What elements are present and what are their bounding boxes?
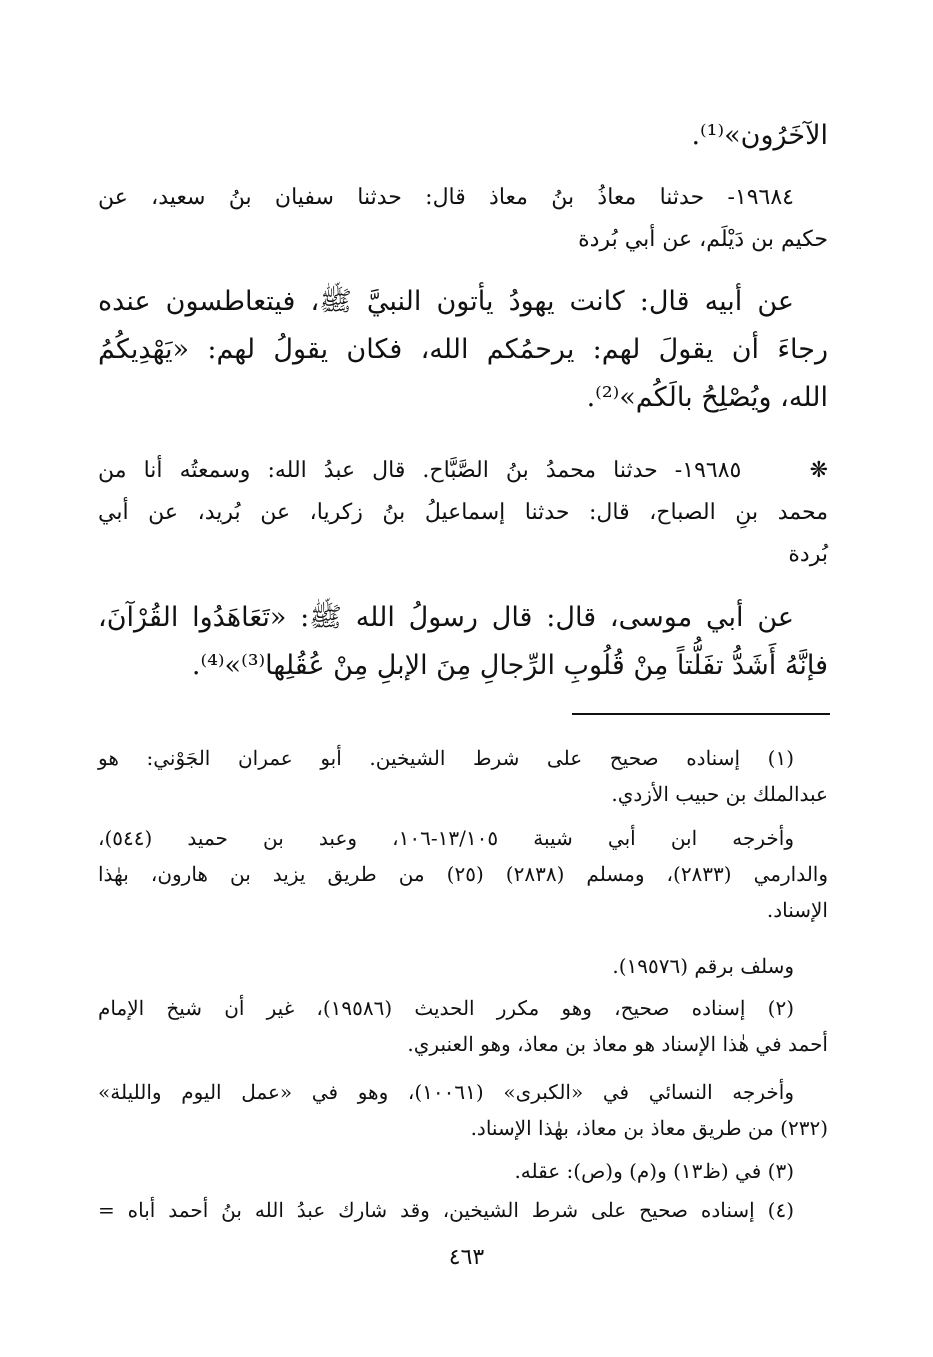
text-line: بُردة [788, 542, 828, 567]
text-line: وسلف برقم (١٩٥٧٦). [612, 954, 794, 978]
text-line: (٤) إسناده صحيح على شرط الشيخين، وقد شارك عبدُ الله بنُ أحمد أباه = [98, 1198, 794, 1222]
hadith-19684-matn [98, 278, 828, 422]
footnote-3 [98, 1153, 828, 1189]
text-line: عن أبي موسى، قال: قال رسولُ الله ﷺ: «تَعَاهَدُوا القُرْآنَ، [98, 602, 794, 633]
text-line: والدارمي (٢٨٣٣)، ومسلم (٢٨٣٨) (٢٥) من طريق يزيد بن هارون، بهٰذا [98, 862, 829, 886]
text-line: عن أبيه قال: كانت يهودُ يأتون النبيَّ ﷺ، فيتعاطسون عنده [98, 286, 794, 317]
text-line: رجاءَ أن يقولَ لهم: يرحمُكم الله، فكان يقولُ لهم: «يَهْدِيكُمُ [98, 334, 828, 365]
footnote-2 [98, 990, 828, 1062]
hadith-19685-isnad [98, 450, 828, 576]
text-line: الله، ويُصْلِحُ بالَكُم»⁽²⁾. [586, 382, 828, 413]
text-line: (٣) في (ظ١٣) و(م) و(ص): عقله. [514, 1159, 794, 1183]
footnote-separator [572, 713, 830, 715]
text-line: وأخرجه ابن أبي شيبة ١٣/١٠٥-١٠٦، وعبد بن حميد (٥٤٤)، [98, 826, 794, 850]
star-marker: ❋ [809, 458, 828, 483]
footnote-2-sources [98, 1074, 828, 1146]
page-number: ٤٦٣ [448, 1245, 485, 1270]
text-line: حكيم بن دَيْلَم، عن أبي بُردة [578, 227, 828, 252]
footnote-1-sources [98, 820, 828, 928]
text-line: وأخرجه النسائي في «الكبرى» (١٠٠٦١)، وهو في «عمل اليوم والليلة» [98, 1080, 794, 1104]
hadith-19684-isnad [98, 177, 828, 261]
footnote-1-cross-ref [98, 948, 828, 984]
text-line: (٢) إسناده صحيح، وهو مكرر الحديث (١٩٥٨٦)، غير أن شيخ الإمام [98, 996, 794, 1020]
text-line: الآخَرُون»⁽¹⁾. [691, 120, 828, 151]
hadith-19685-matn [98, 594, 828, 690]
text-line: عبدالملك بن حبيب الأزدي. [611, 782, 828, 806]
text-line: الإسناد. [766, 898, 828, 922]
text-line [98, 450, 828, 492]
footnote-1 [98, 740, 828, 812]
text-line: محمد بنِ الصباح، قال: حدثنا إسماعيلُ بنُ زكريا، عن بُريد، عن أبي [98, 500, 829, 525]
text-line: (٢٣٢) من طريق معاذ بن معاذ، بهٰذا الإسناد. [470, 1116, 828, 1140]
text-line: فإنَّهُ أَشَدُّ تفَلُّتاً مِنْ قُلُوبِ الرِّجالِ مِنَ الإبلِ مِنْ عُقُلِها⁽³⁾»⁽⁴⁾. [191, 650, 828, 681]
text-line: أحمد في هٰذا الإسناد هو معاذ بن معاذ، وهو العنبري. [407, 1032, 828, 1056]
text-line: ١٩٦٨٤- حدثنا معاذُ بنُ معاذ قال: حدثنا سفيان بنُ سعيد، عن [98, 185, 794, 210]
footnote-4 [98, 1192, 828, 1228]
text-line: (١) إسناده صحيح على شرط الشيخين. أبو عمران الجَوْني: هو [98, 746, 794, 770]
text-segment: ١٩٦٨٥- حدثنا محمدُ بنُ الصَّبَّاح. قال عبدُ الله: وسمعتُه أنا من [98, 458, 742, 483]
continuation-text [98, 112, 828, 160]
